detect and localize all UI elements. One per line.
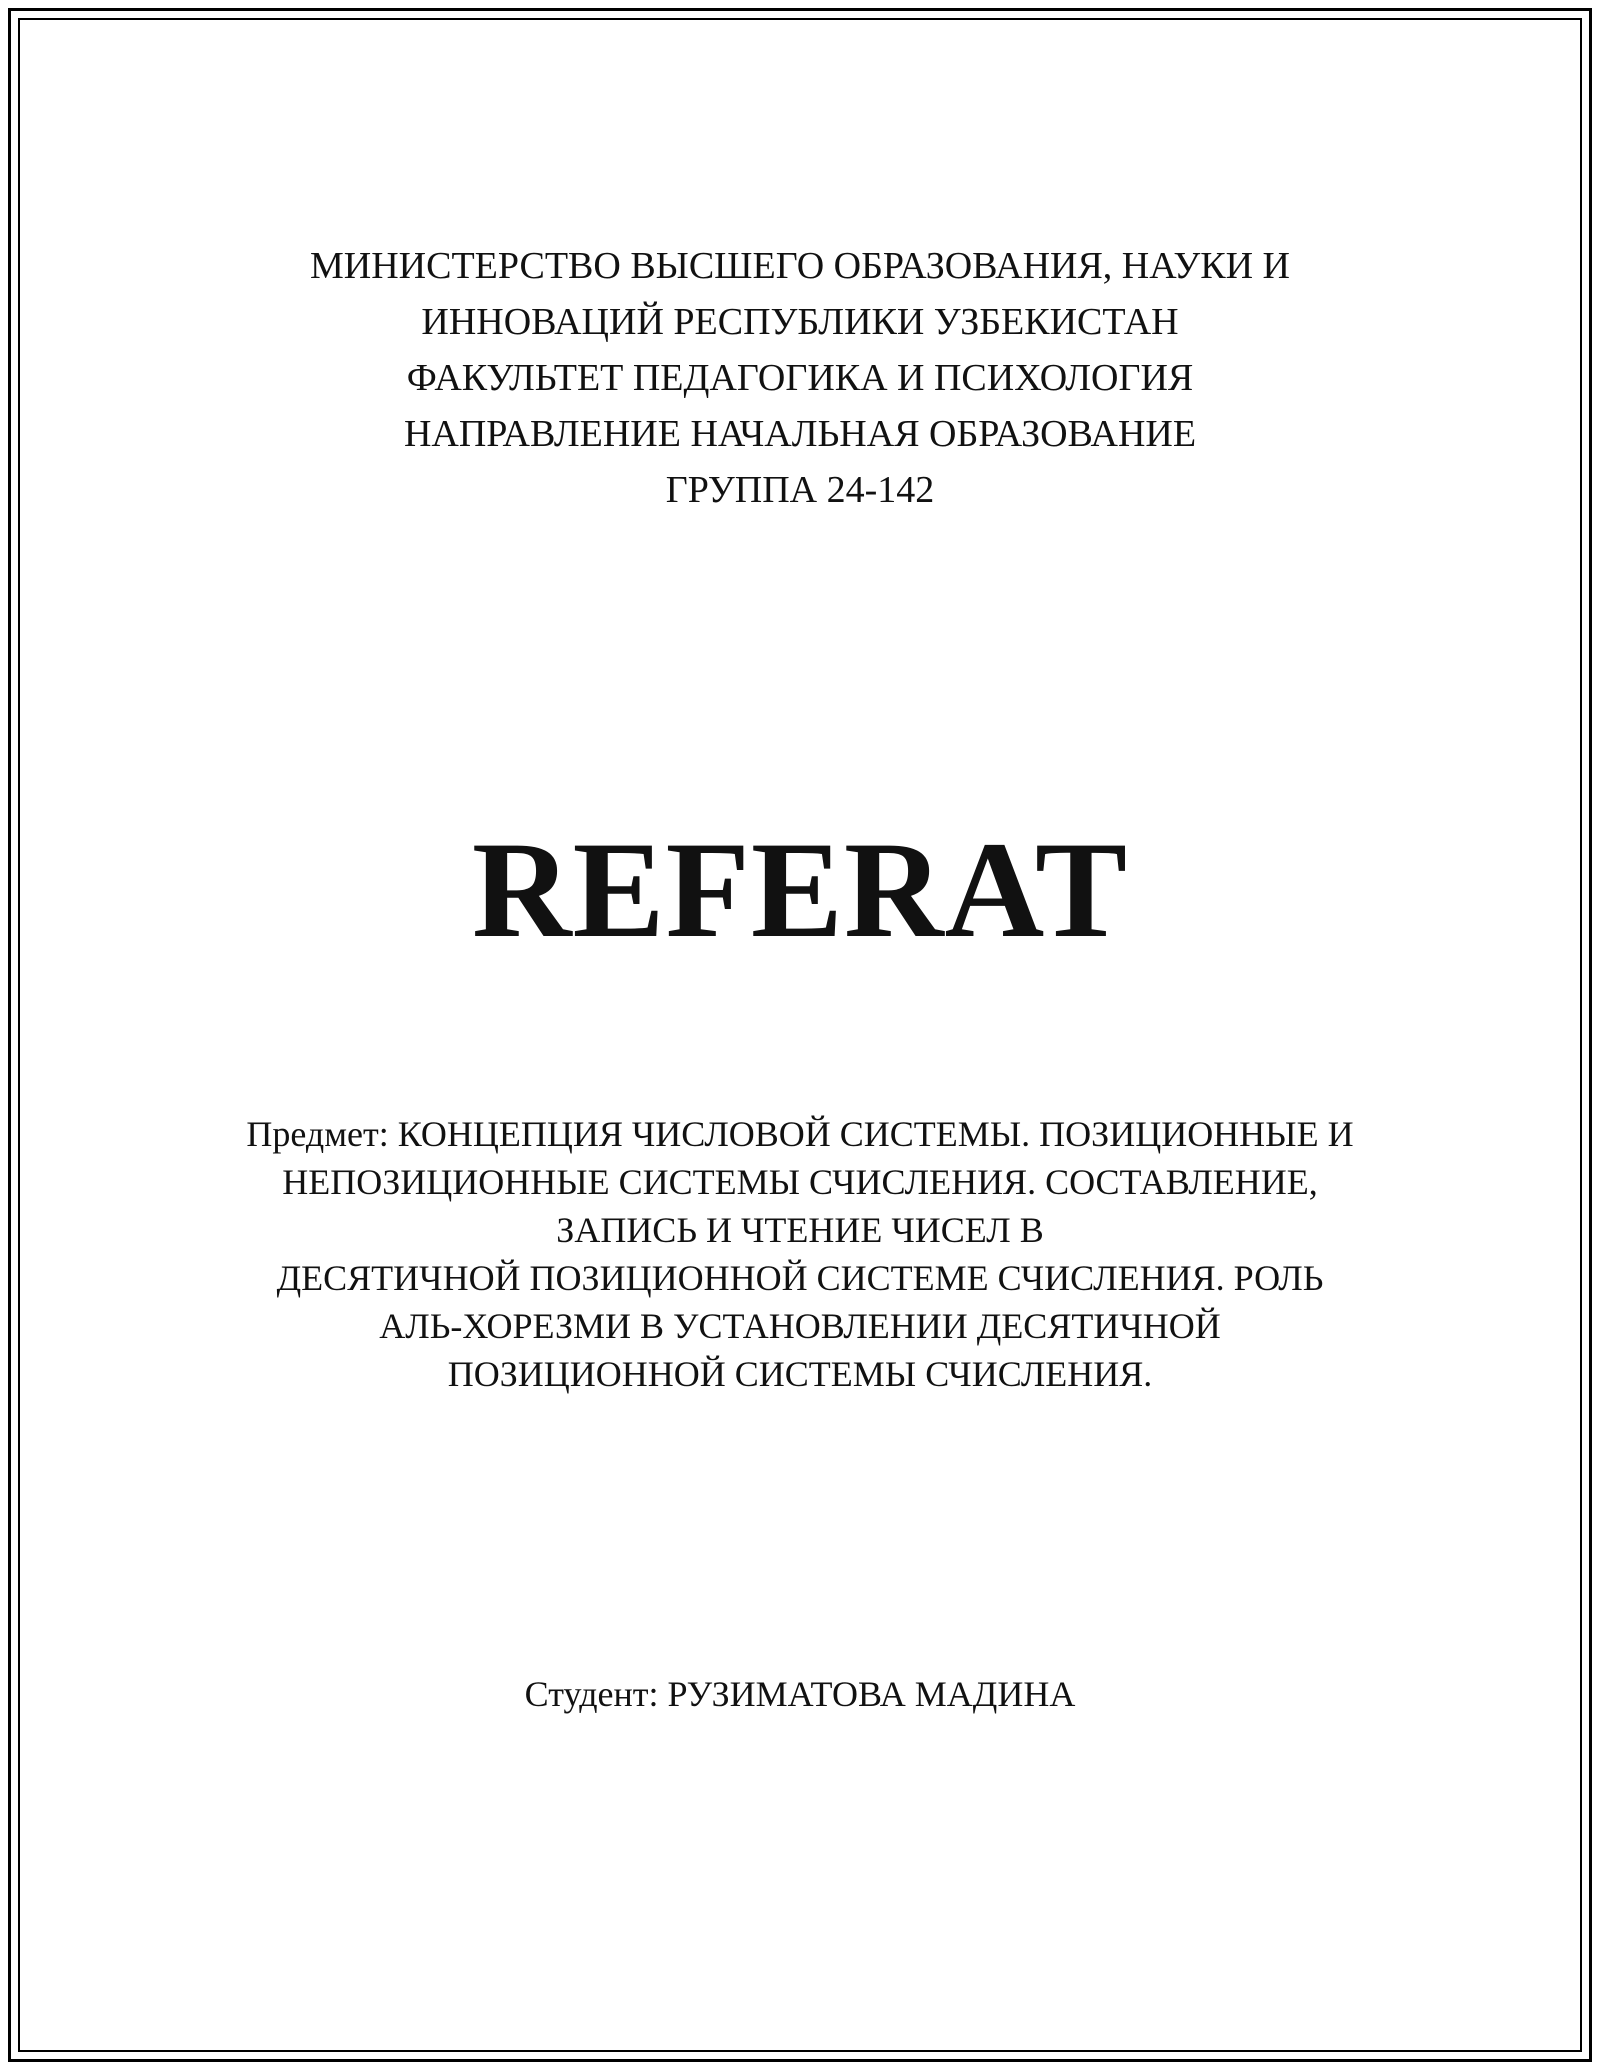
document-title: REFERAT (471, 813, 1129, 966)
header-line-ministry-2: ИННОВАЦИЙ РЕСПУБЛИКИ УЗБЕКИСТАН (421, 301, 1179, 343)
header-line-direction: НАПРАВЛЕНИЕ НАЧАЛЬНАЯ ОБРАЗОВАНИЕ (403, 413, 1197, 455)
subject-line-3: ЗАПИСЬ И ЧТЕНИЕ ЧИСЕЛ В (556, 1210, 1044, 1250)
header-line-faculty: ФАКУЛЬТЕТ ПЕДАГОГИКА И ПСИХОЛОГИЯ (406, 357, 1194, 399)
subject-line-2: НЕПОЗИЦИОННЫЕ СИСТЕМЫ СЧИСЛЕНИЯ. СОСТАВЛЕНИЕ, (282, 1162, 1318, 1202)
institution-header (0, 238, 1600, 518)
subject-line-5: АЛЬ-ХОРЕЗМИ В УСТАНОВЛЕНИИ ДЕСЯТИЧНОЙ (379, 1306, 1221, 1346)
subject-line-4: ДЕСЯТИЧНОЙ ПОЗИЦИОННОЙ СИСТЕМЕ СЧИСЛЕНИЯ. РОЛЬ (276, 1258, 1324, 1298)
header-line-group: ГРУППА 24-142 (665, 469, 935, 511)
subject-line-1: Предмет: КОНЦЕПЦИЯ ЧИСЛОВОЙ СИСТЕМЫ. ПОЗИЦИОННЫЕ И (246, 1114, 1354, 1154)
subject-block (0, 1110, 1600, 1398)
subject-line-6: ПОЗИЦИОННОЙ СИСТЕМЫ СЧИСЛЕНИЯ. (447, 1354, 1153, 1394)
student-name: Студент: РУЗИМАТОВА МАДИНА (524, 1674, 1076, 1714)
header-line-ministry-1: МИНИСТЕРСТВО ВЫСШЕГО ОБРАЗОВАНИЯ, НАУКИ И (310, 245, 1290, 287)
